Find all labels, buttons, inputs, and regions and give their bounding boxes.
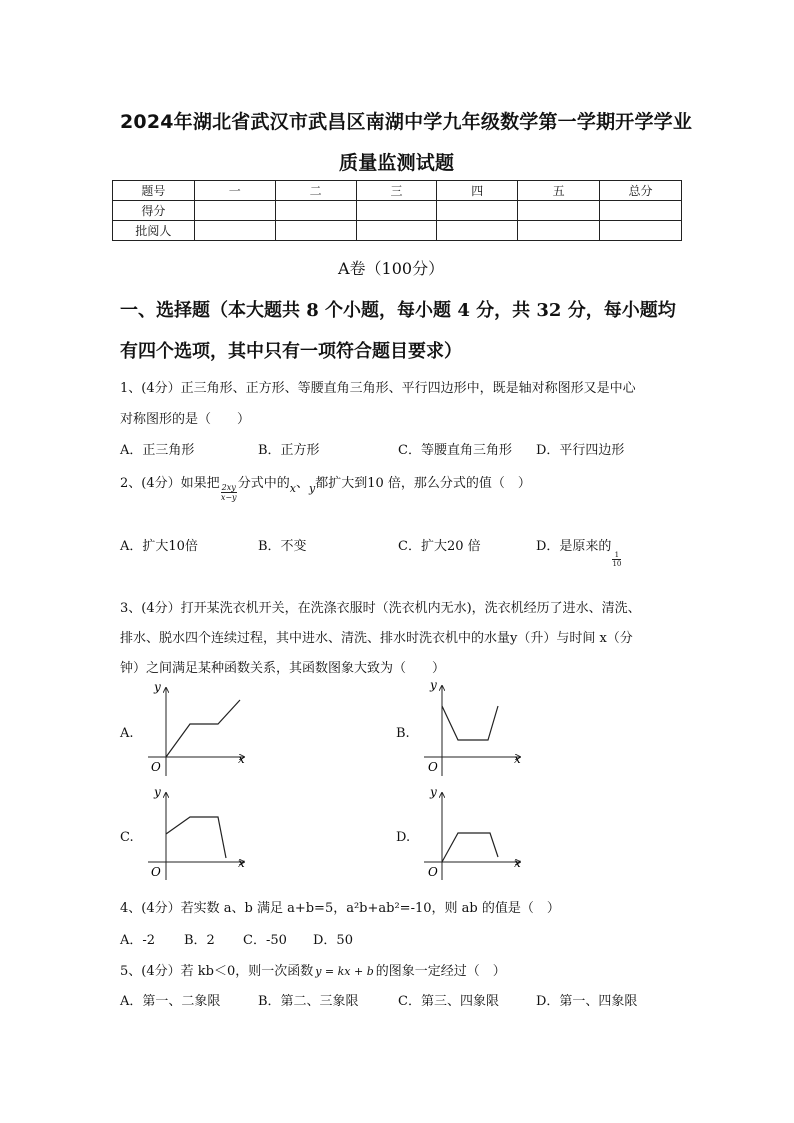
- q4-option-a: A．-2: [120, 933, 156, 948]
- score-table-row: [113, 201, 682, 221]
- q1-text-line2: 对称图形的是（ ）: [120, 412, 251, 427]
- graph-d-curve: [442, 833, 498, 862]
- graph-d-origin: O: [428, 865, 438, 879]
- graph-b: [424, 678, 521, 776]
- q2-sep: 、: [295, 476, 309, 491]
- q5-prefix: 5、(4分）若 kb＜0，则一次函数: [120, 964, 314, 979]
- q4-option-d: D．50: [313, 933, 353, 948]
- q2-var-x: x: [289, 482, 296, 495]
- graph-b-y-label: y: [430, 678, 437, 692]
- q5-suffix: 的图象一定经过（ ）: [375, 964, 506, 979]
- q2-option-d-fraction-numerator: 1: [612, 551, 621, 560]
- q2-option-d-text: D．是原来的: [536, 539, 612, 554]
- q4-option-b: B．2: [184, 933, 215, 948]
- score-table-cell: [600, 201, 682, 221]
- q3-text-line3: 钟）之间满足某种函数关系，其函数图象大致为（ ）: [120, 661, 446, 676]
- q2-option-d: [536, 535, 622, 568]
- q3-text-line2: 排水、脱水四个连续过程，其中进水、清洗、排水时洗衣机中的水量y（升）与时间 x（分: [120, 631, 633, 646]
- graph-b-x-label: x: [514, 752, 521, 766]
- q5-option-a: A．第一、二象限: [120, 994, 221, 1009]
- page-title-line1: 2024年湖北省武汉市武昌区南湖中学九年级数学第一学期开学学业: [120, 111, 693, 133]
- graph-c-y-label: y: [154, 785, 161, 799]
- q3-text-line1: 3、(4分）打开某洗衣机开关，在洗涤衣服时（洗衣机内无水)，洗衣机经历了进水、清洗、: [120, 601, 641, 616]
- q2-prefix: 2、(4分）如果把: [120, 476, 220, 491]
- q4-option-c: C．-50: [243, 933, 287, 948]
- q1-text-line1: 1、(4分）正三角形、正方形、等腰直角三角形、平行四边形中，既是轴对称图形又是中心: [120, 381, 636, 396]
- score-table-header-cell: 一: [194, 181, 275, 201]
- score-table-cell: [437, 201, 518, 221]
- q5-text: [120, 960, 506, 979]
- q3-option-a-label: A.: [120, 726, 134, 741]
- q2-option-d-fraction-denominator: 10: [612, 560, 622, 568]
- graph-a-y-label: y: [154, 680, 161, 694]
- score-table-cell: [518, 201, 600, 221]
- section-heading-line1: 一、选择题（本大题共 8 个小题，每小题 4 分，共 32 分，每小题均: [120, 300, 676, 321]
- q2-option-b: B．不变: [258, 539, 307, 554]
- score-table-header-cell: 四: [437, 181, 518, 201]
- q2-fraction-numerator: 2xy: [221, 483, 236, 492]
- q1-option-b: B．正方形: [258, 443, 320, 458]
- score-table-header-cell: 题号: [113, 181, 195, 201]
- q2-option-d-fraction: [612, 551, 621, 568]
- q5-option-d: D．第一、四象限: [536, 994, 638, 1009]
- graph-c-origin: O: [151, 865, 161, 879]
- score-table-cell: [600, 221, 682, 241]
- q2-option-a: A．扩大10倍: [120, 539, 198, 554]
- q2-fraction: [221, 483, 237, 502]
- score-table-header-cell: 五: [518, 181, 600, 201]
- q1-option-c: C．等腰直角三角形: [398, 443, 512, 458]
- q2-text: [120, 472, 531, 502]
- score-table-cell: [275, 221, 356, 241]
- q3-option-c-label: C.: [120, 830, 134, 845]
- graph-c-curve: [166, 817, 226, 858]
- score-table-header-cell: 三: [356, 181, 437, 201]
- graph-a-curve: [166, 700, 240, 757]
- q3-option-b-label: B.: [396, 726, 410, 741]
- q2-var-y: y: [309, 482, 316, 495]
- q2-option-c: C．扩大20 倍: [398, 539, 481, 554]
- graph-d: [424, 785, 521, 880]
- score-table-cell: [194, 221, 275, 241]
- score-table-cell: [194, 201, 275, 221]
- score-table-row-label: 批阅人: [113, 221, 195, 241]
- volume-label: A卷（100分）: [338, 259, 445, 278]
- graph-c-x-label: x: [238, 856, 245, 870]
- graph-a: [148, 680, 245, 776]
- q5-option-b: B．第二、三象限: [258, 994, 359, 1009]
- q5-option-c: C．第三、四象限: [398, 994, 499, 1009]
- score-table-cell: [437, 221, 518, 241]
- score-table-cell: [518, 221, 600, 241]
- graph-d-y-label: y: [430, 785, 437, 799]
- graph-a-x-label: x: [238, 752, 245, 766]
- q1-option-d: D．平行四边形: [536, 443, 625, 458]
- graph-d-x-label: x: [514, 856, 521, 870]
- graph-b-origin: O: [428, 760, 438, 774]
- score-table-cell: [356, 201, 437, 221]
- score-table: [112, 180, 682, 241]
- section-heading-line2: 有四个选项，其中只有一项符合题目要求）: [120, 341, 462, 362]
- q4-text: 4、(4分）若实数 a、b 满足 a+b=5，a²b+ab²=-10，则 ab 的值是（ ）: [120, 901, 560, 916]
- q2-fraction-denominator: x−y: [220, 493, 237, 502]
- page-title-line2: 质量监测试题: [339, 152, 455, 174]
- q1-option-a: A．正三角形: [120, 443, 195, 458]
- graph-b-curve: [442, 706, 498, 740]
- q3-option-d-label: D.: [396, 830, 411, 845]
- q2-suffix: 都扩大到10 倍，那么分式的值（ ）: [315, 476, 531, 491]
- score-table-header-row: [113, 181, 682, 201]
- score-table-cell: [275, 201, 356, 221]
- graph-a-origin: O: [151, 760, 161, 774]
- score-table-row: [113, 221, 682, 241]
- score-table-header-cell: 二: [275, 181, 356, 201]
- graph-c: [148, 785, 245, 880]
- score-table-header-cell: 总分: [600, 181, 682, 201]
- score-table-row-label: 得分: [113, 201, 195, 221]
- q2-mid: 分式中的: [237, 476, 290, 491]
- q5-formula: y = kx + b: [315, 965, 374, 978]
- score-table-cell: [356, 221, 437, 241]
